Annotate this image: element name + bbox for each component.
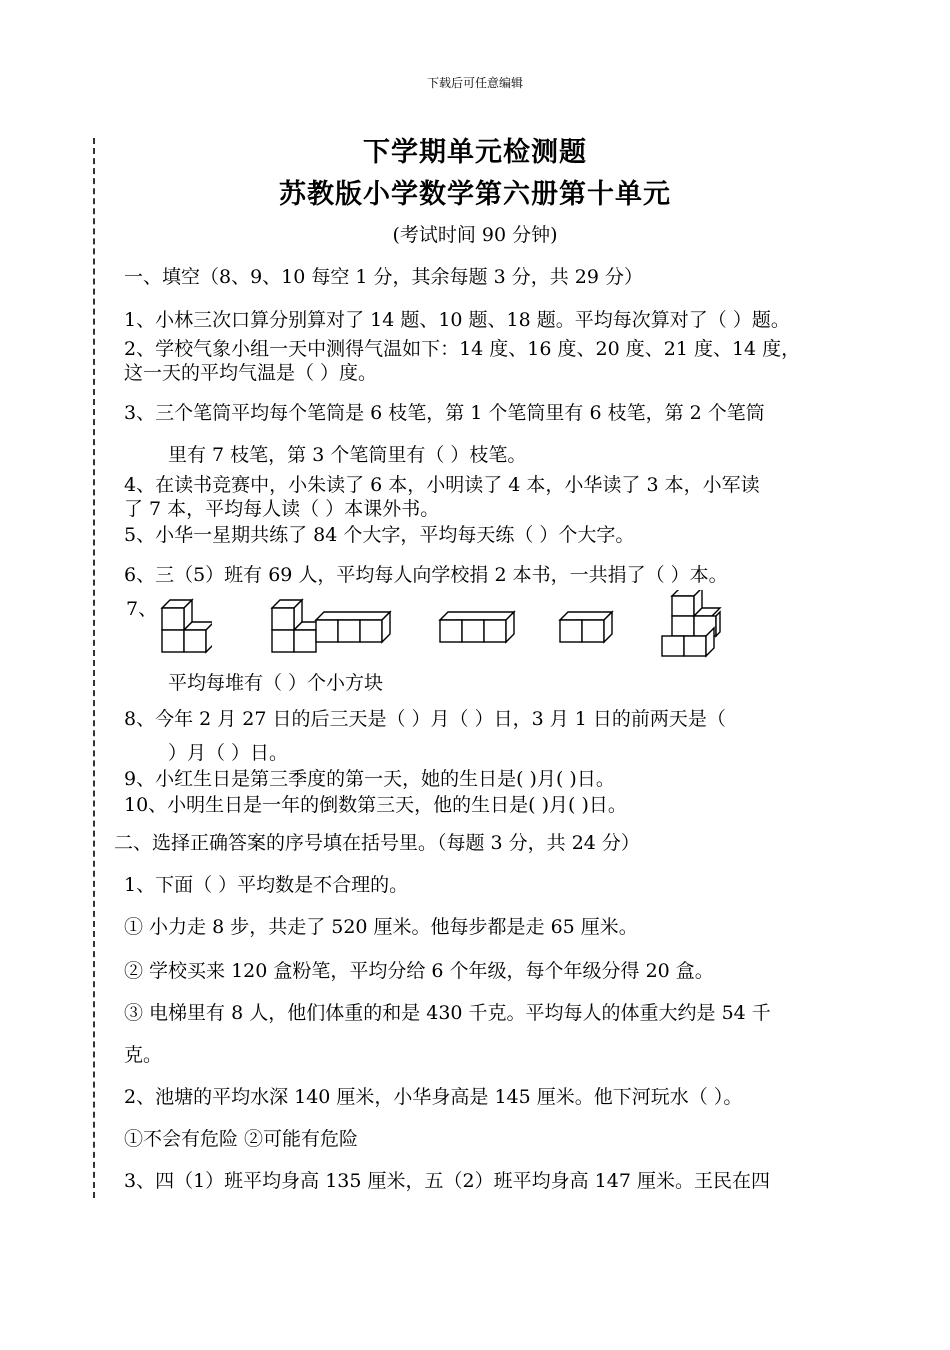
cube-stack-4 — [558, 590, 618, 662]
question-1-7-label: 7、 — [126, 598, 158, 620]
question-1-5: 5、小华一星期共练了 84 个大字，平均每天练（ ）个大字。 — [124, 524, 635, 546]
question-1-1: 1、小林三次口算分别算对了 14 题、10 题、18 题。平均每次算对了（ ）题。 — [124, 309, 790, 331]
question-1-7-caption: 平均每堆有（ ）个小方块 — [168, 672, 384, 694]
exam-duration: (考试时间 90 分钟) — [392, 224, 558, 246]
question-1-2: 2、学校气象小组一天中测得气温如下：14 度、16 度、20 度、21 度、14 度， — [124, 338, 801, 360]
cube-stack-5 — [660, 590, 724, 662]
question-1-4-cont: 了 7 本，平均每人读（ ）本课外书。 — [124, 498, 440, 520]
question-2-1: 1、下面（ ）平均数是不合理的。 — [124, 874, 409, 896]
question-1-9: 9、小红生日是第三季度的第一天，她的生日是( )月( )日。 — [124, 768, 615, 790]
question-1-2-cont: 这一天的平均气温是（ ）度。 — [124, 362, 378, 384]
binding-margin-line — [93, 138, 95, 1198]
question-1-8: 8、今年 2 月 27 日的后三天是（ ）月（ ）日，3 月 1 日的前两天是（ — [124, 708, 726, 730]
question-2-2: 2、池塘的平均水深 140 厘米，小华身高是 145 厘米。他下河玩水（ ）。 — [124, 1086, 743, 1108]
section1-heading: 一、填空（8、9、10 每空 1 分，其余每题 3 分，共 29 分） — [124, 266, 643, 288]
cube-stack-3 — [438, 590, 518, 662]
document-title: 下学期单元检测题 — [363, 137, 587, 168]
question-1-10: 10、小明生日是一年的倒数第三天，他的生日是( )月( )日。 — [124, 794, 627, 816]
cube-figures-row — [120, 590, 840, 670]
question-1-8-cont: ）月（ ）日。 — [168, 742, 289, 764]
question-1-6: 6、三（5）班有 69 人，平均每人向学校捐 2 本书，一共捐了（ ）本。 — [124, 564, 728, 586]
cube-stack-2 — [270, 590, 398, 662]
question-2-1-option-1: ① 小力走 8 步，共走了 520 厘米。他每步都是走 65 厘米。 — [124, 916, 638, 938]
question-2-1-option-2: ② 学校买来 120 盒粉笔，平均分给 6 个年级，每个年级分得 20 盒。 — [124, 960, 714, 982]
document-subtitle: 苏教版小学数学第六册第十单元 — [279, 179, 671, 210]
page-header-note: 下载后可任意编辑 — [426, 76, 523, 90]
question-2-1-option-3-cont: 克。 — [124, 1044, 163, 1066]
cube-stack-1 — [160, 590, 212, 662]
question-1-4: 4、在读书竞赛中，小朱读了 6 本，小明读了 4 本，小华读了 3 本，小军读 — [124, 474, 760, 496]
question-1-3: 3、三个笔筒平均每个笔筒是 6 枝笔，第 1 个笔筒里有 6 枝笔，第 2 个笔筒 — [124, 402, 765, 424]
question-2-3: 3、四（1）班平均身高 135 厘米，五（2）班平均身高 147 厘米。王民在四 — [124, 1170, 770, 1192]
question-1-3-cont: 里有 7 枝笔，第 3 个笔筒里有（ ）枝笔。 — [168, 444, 527, 466]
section2-heading: 二、选择正确答案的序号填在括号里。（每题 3 分，共 24 分） — [114, 832, 640, 854]
question-2-2-options: ①不会有危险 ②可能有危险 — [124, 1128, 359, 1150]
question-2-1-option-3: ③ 电梯里有 8 人，他们体重的和是 430 千克。平均每人的体重大约是 54 千 — [124, 1002, 771, 1024]
